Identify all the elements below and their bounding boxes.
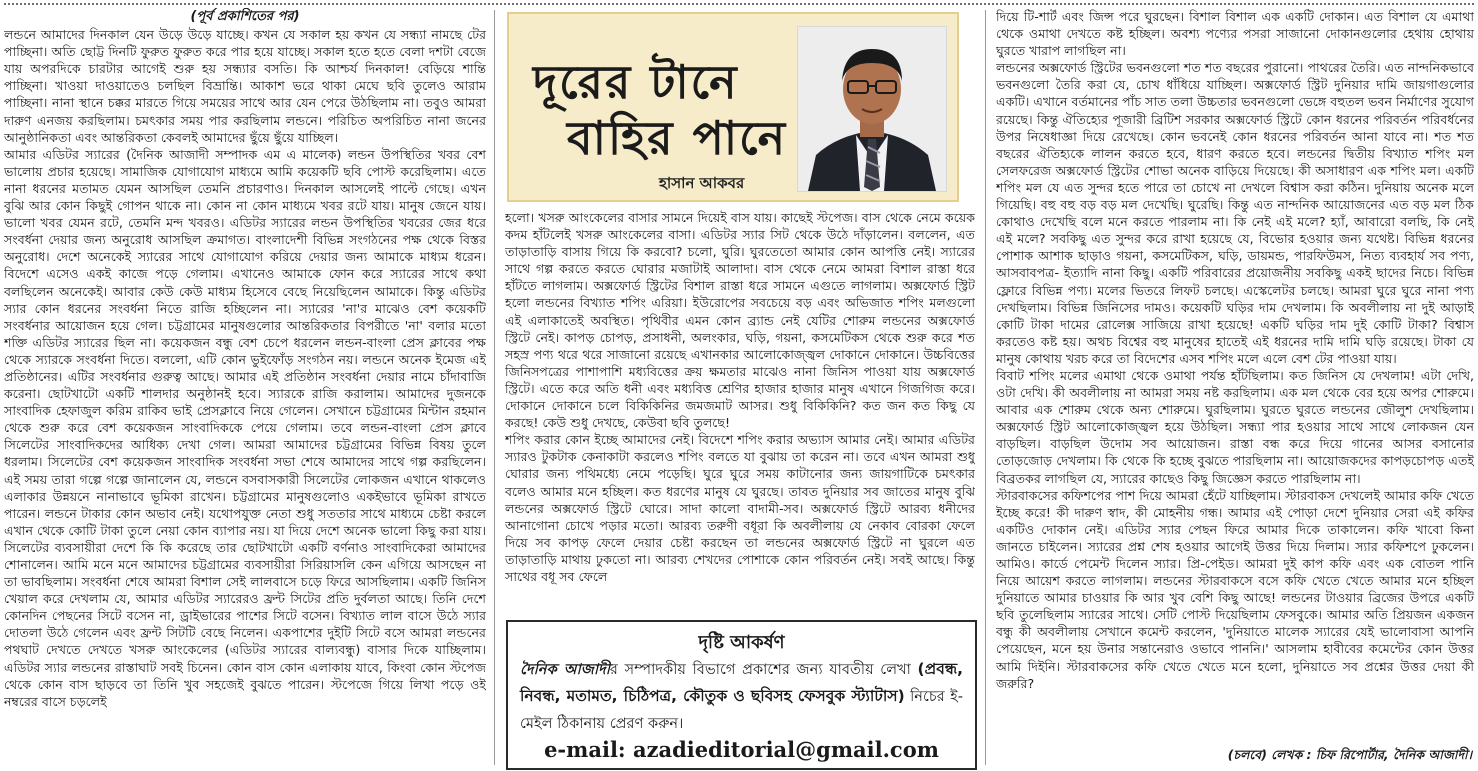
top-dotted-rule xyxy=(4,3,1474,5)
article-signoff: (চলবে) লেখক : চিফ রিপোর্টার, দৈনিক আজাদী। xyxy=(1222,747,1472,767)
notice-text: র সম্পাদকীয় বিভাগে প্রকাশের জন্য যাবতীয় লেখা xyxy=(609,661,918,678)
notice-categories: (প্রবন্ধ, নিবন্ধ, মতামত, চিঠিপত্র, কৌতুক ও ছবিসহ ফেসবুক স্ট্যাটাস) xyxy=(520,660,963,705)
paragraph: হলো। খসরু আংকেলের বাসার সামনে দিয়েই বাস যায়। কাছেই স্টপেজ। বাস থেকে নেমে কয়েক কদম হাঁটলেই খসরু আংকেলের বাসা। এডিটর স্যার সিট থেকে উঠে দাঁড়ালেন। বললেন, এত তাড়াতাড়ি বাসায় গিয়ে কি করবো? চলো, ঘুরি। ঘুরতেতো আমার কোন আপত্তি নেই। স্যারের সাথে গল্প করতে করতে ঘোরার মজাটাই আলাদা। বাস থেকে নেমে আমরা বিশাল রাস্তা ধরে হাঁটতে লাগলাম। অক্সফোর্ড স্ট্রিটের বিশাল রাস্তা ধরে সামনে এগুতে লাগলাম। অক্সফোর্ড স্ট্রিট হলো লন্ডনের বিখ্যাত শপিং এরিয়া। ইউরোপের সবচেয়ে বড় এবং অভিজাত শপিং মলগুলো এই এলাকাতেই অবস্থিত। পৃথিবীর এমন কোন ব্র্যান্ড নেই যেটির শোরুম লন্ডনের অক্সফোর্ড স্ট্রিটে নেই। কাপড় চোপড়, প্রসাধনী, অলংকার, ঘড়ি, গয়না, কসমেটিকস থেকে শুরু করে শত সহস্র পণ্য থরে থরে সাজানো রয়েছে এখানকার আলোকোজ্জ্বল দোকানে দোকানে। উচ্চবিত্তের জিনিসপত্রের পাশাপাশি মধ্যবিত্তের ক্রয় ক্ষমতার মাঝেও নানা জিনিস পাওয়া যায় অক্সফোর্ড স্ট্রিটে। এতে করে অতি ধনী এবং মধ্যবিত্ত শ্রেণির হাজার হাজার মানুষ এখানে গিজগিজ করে। দোকানে দোকানে চলে বিকিকিনির জমজমাট আসর। শুধু বিকিকিনি? কত জন কত কিছু যে করছে! কেউ শুধু দেখছে, কেউবা ছবি তুলছে! xyxy=(505,210,975,431)
notice-email: e-mail: azadieditorial@gmail.com xyxy=(544,737,939,762)
paragraph: বিবাট শপিং মলের এমাথা থেকে ওমাথা পর্যন্ত হাঁটছিলাম। কত জিনিস যে দেখলাম! এটা দেখি, ওটা দেখি। কী অবলীলায় না আমরা সময় নষ্ট করছিলাম। এক মল থেকে বের হয়ে অপর শোরুমে। আবার এক শোরুম থেকে অন্য শোরুমে। ঘুরছিলাম। ঘুরতে ঘুরতে লন্ডনের জৌলুশ দেখছিলাম। অক্সফোর্ড স্ট্রিট আলোকোজ্জ্বল হয়ে উঠছিল। সন্ধ্যা পার হওয়ার সাথে সাথে লোকজন যেন বাড়ছিল। বাড়ছিল উদোম সব আয়োজন। রাস্তা বন্ধ করে দিয়ে গানের আসর বসানোর তোড়জোড় দেখলাম। কি থেকে কি হচ্ছে বুঝতে পারছিলাম না। আয়োজকদের কাপড়চোপড় এতই বিব্রতকর লাগছিল যে, স্যারের কাছেও কিছু জিজ্ঞেস করতে পারছিলাম না। xyxy=(996,367,1474,486)
author-byline: হাসান আকবর xyxy=(659,174,745,192)
paragraph: লন্ডনে আমাদের দিনকাল যেন উড়ে উড়ে যাচ্ছে। কখন যে সকাল হয় কখন যে সন্ধ্যা নামছে টের পাচ্ছিনা। অতি ছোট্ট দিনটি ফুরুত ফুরুত করে পার হয়ে যাচ্ছে। সকাল হতে হতে বেলা দশটা বেজে যায় অপরদিকে চারটার আগেই শুরু হয় সন্ধ্যার বসতি। কি আশ্চর্য দিনকাল! বেড়িয়ে শান্তি পাচ্ছিনা। খাওয়া দাওয়াতেও চলছিল বিভ্রান্তি। আকাশ ভরে থাকা মেঘে ছবি তুলেও আরাম পাচ্ছিনা। নানা স্থানে চক্কর মারতে গিয়ে সময়ের সাথে আর যেন পেরে উঠছিলাম না। তবুও আমরা দারুণ এনজয় করছিলাম। চমৎকার সময় পার করছিলাম লন্ডনে। পরিচিত অপরিচিত নানা জনের আনুষ্ঠানিকতা এবং আন্তরিকতা কেবলই আমাদের ছুঁয়ে ছুঁয়ে যাচ্ছিল। xyxy=(4,27,486,145)
author-portrait-image xyxy=(798,27,946,191)
article-column-3 xyxy=(996,8,1474,768)
article-column-1 xyxy=(4,8,486,768)
article-title-line-1: দূরের টানে xyxy=(533,55,739,109)
notice-title: দৃষ্টি আকর্ষণ xyxy=(698,632,785,653)
publication-name: দৈনিক আজাদী xyxy=(520,661,610,678)
paragraph: দিয়ে টি-শার্ট এবং জিন্স পরে ঘুরছেন। বিশাল বিশাল এক একটি দোকান। এত বিশাল যে এমাথা থেকে ওমাথা দেখতে কষ্ট হচ্ছিল। অবশ্য পণ্যের পসরা সাজানো দোকানগুলোর হেথায় হোথায় ঘুরতে খারাপ লাগছিল না। xyxy=(996,9,1474,59)
column-divider xyxy=(985,10,986,765)
notice-text-end: নিচের ই-মেইল ঠিকানায় প্রেরণ করুন। xyxy=(520,688,963,732)
paragraph: স্টারবাকসের কফিশপের পাশ দিয়ে আমরা হেঁটে যাচ্ছিলাম। স্টারবাকস দেখলেই আমার কফি খেতে ইচ্ছে করে! কী দারুণ স্বাদ, কী মোহনীয় গন্ধ। আমার এই পোড়া দেশে দুনিয়ার সেরা এই কফির একটিও দোকান নেই। এডিটর স্যার পেছন ফিরে আমার দিকে তাকালেন। কফি খাবো কিনা জানতে চাইলেন। স্যারের প্রশ্ন শেষ হওয়ার আগেই উত্তর দিয়ে দিলাম। স্যার কফিশপে ঢুকলেন। আমিও। কার্ডে পেমেন্ট দিলেন স্যার। প্রি-পেইড। আমরা দুই কাপ কফি এবং এক বোতল পানি নিয়ে আয়েশ করতে লাগলাম। লন্ডনের স্টারবাকসে বসে কফি খেতে খেতে আমার মনে হচ্ছিল দুনিয়াতে আমার চাওয়ার কি আর খুব বেশি কিছু আছে! লন্ডনের টাওয়ার ব্রিজের উপরে একটি ছবি তুলেছিলাম স্যারের সাথে। সেটি পোস্ট দিয়েছিলাম ফেসবুকে। আমার অতি প্রিয়জন একজন বন্ধু কী অবলীলায় সেখানে কমেন্ট করলেন, 'দুনিয়াতে মালেক স্যারের যেই ভালোবাসা আপনি পেয়েছেন, মনে হয় উনার সন্তানেরাও ওভাবে পাননি।' আসলাম হাবীবের কমেন্টের কোন উত্তর আমি দিইনি। স্টারবাকসের কফি খেতে খেতে মনে হলো, দুনিয়াতে সব প্রশ্নের উত্তর দেয়া কী জরুরি? xyxy=(996,487,1474,691)
paragraph: লন্ডনের অক্সফোর্ড স্ট্রিটের ভবনগুলো শত শত বছরের পুরানো। পাথরের তৈরি। এত নান্দনিকভাবে ভবনগুলো তৈরি করা যে, চোখ ধাঁধিয়ে যাচ্ছিল। অক্সফোর্ড স্ট্রিট দুনিয়ার দামি জায়গাগুলোর একটি। এখানে বর্তমানের পাঁচ সাত তলা উচ্চতার ভবনগুলো ভেঙ্গে বহুতল ভবন নির্মাণের সুযোগ রয়েছে। কিন্তু ঐতিহ্যের পূজারী ব্রিটিশ সরকার অক্সফোর্ড স্ট্রিটে কোন ধরনের পরিবর্তন পরিবর্ধনের উপর নিষেধাজ্ঞা দিয়ে রেখেছে। কোন ভবনেই কোন ধরনের পরিবর্তন আনা যাবে না। শত শত বছরের ঐতিহ্যকে লালন করতে হবে, ধারণ করতে হবে। লন্ডনের দ্বিতীয় বিখ্যাত শপিং মল সেলফরেজ অক্সফোর্ড স্ট্রিটের শোভা অনেক বাড়িয়ে দিয়েছে। কী অসাধারণ এক শপিং মল। একটি শপিং মল যে এত সুন্দর হতে পারে তা চোখে না দেখলে বিশ্বাস করা কঠিন। দুনিয়ায় অনেক মলে গিয়েছি। বহু বহু বড় বড় মল দেখেছি। ঘুরেছি। কিন্তু এত নান্দনিক আয়োজনের এত বড় মল ঠিক কোথাও দেখেছি বলে মনে করতে পারলাম না। কি নেই এই মলে? হ্যাঁ, আবারো বলছি, কি নেই এই মলে? সবকিছু এত সুন্দর করে রাখা হয়েছে যে, বিভোর হওয়ার জন্য যথেষ্ট। বিভিন্ন ধরনের পোশাক আশাক ছাড়াও গয়না, কসমেটিকস, ঘড়ি, ডায়মন্ড, পারফিউমস, নিত্য ব্যবহার্য সব পণ্য, আসবাবপত্র- ইত্যাদি নানা কিছু। একটি পরিবারের প্রয়োজনীয় সবকিছু একই ছাদের নিচে। বিভিন্ন ফ্লোরে বিভিন্ন পণ্য। মলের ভিতরে লিফট চলছে। এস্কেলেটর চলছে। আমরা ঘুরে ঘুরে নানা পণ্য দেখছিলাম। বিভিন্ন জিনিসের দামও। কয়েকটি ঘড়ির দাম দেখলাম। কি অবলীলায় না দুই আড়াই কোটি টাকা দামের রোলেক্স সাজিয়ে রাখা হয়েছে! একটি ঘড়ির দাম দুই কোটি টাকা? বিশ্বাস করতেও কষ্ট হয়। অথচ বিশ্বের বহু মানুষের হাতেই এই ধরনের দামি দামি ঘড়ি রয়েছে। টাকা যে মানুষ কোথায় খরচ করে তা বিদেশের এসব শপিং মলে এলে বেশ টের পাওয়া যায়। xyxy=(996,60,1474,366)
article-column-2 xyxy=(505,209,975,617)
paragraph: আমার এডিটর স্যারের (দৈনিক আজাদী সম্পাদক এম এ মালেক) লন্ডন উপস্থিতির খবর বেশ ভালোয় প্রচার হয়েছে। সামাজিক যোগাযোগ মাধ্যমে আমি কয়েকটি ছবি পোস্ট করেছিলাম। এতে নানা ধরনের মতামত যেমন আসছিল তেমনি প্রচারণাও। দিনকাল আসলেই পাল্টে গেছে। এখন বুঝি আর কোন কিছুই গোপন থাকে না। কোন না কোন মাধ্যমে খবর রটে যায়। মানুষ জেনে যায়। ভালো খবর যেমন রটে, তেমনি মন্দ খবরও। এডিটর স্যারের লন্ডন উপস্থিতির খবরের জের ধরে সংবর্ধনা দেয়ার জন্য অনুরোধ আসছিল ক্রমাগত। বাংলাদেশী বিভিন্ন সংগঠনের পক্ষ থেকে বিস্তর অনুরোধ। দেশে অনেকেই স্যারের সাথে যোগাযোগ করিয়ে দেয়ার জন্য আমাকে মাধ্যম ধরেন। বিদেশে এসেও একই কাজে পড়ে গেলাম। এখানেও আমাকে ফোন করে স্যারের সাথে কথা বলছিলেন অনেকেই। আবার কেউ কেউ মাধ্যম হিসেবে বেছে নিয়েছিলেন আমাকে। কিন্তু এডিটর স্যার কোন ধরনের সংবর্ধনা নিতে রাজি হচ্ছিলেন না। স্যারের 'না'র মাঝেও বেশ কয়েকটি সংবর্ধনার আয়োজন হয়ে গেল। চট্টগ্রামের মানুষগুলোর আন্তরিকতার বিপরীতে 'না' বলার মতো শক্তি এডিটর স্যারের ছিল না। কয়েকজন বন্ধু বেশ চেপে ধরলেন লন্ডন-বাংলা প্রেস ক্লাবের পক্ষ থেকে স্যারকে সংবর্ধনা দিতে। বললো, এটি কোন ভুইফোঁড় সংগঠন নয়। লন্ডনে অনেক ইমেজ এই প্রতিষ্ঠানের। এটির সংবর্ধনার গুরুত্ব আছে। আমার এই প্রতিষ্ঠান সংবর্ধনা দেয়ার নামে চাঁদাবাজি করেনা। ছোটখাটো একটি শালদার অনুষ্ঠানই হবে। স্যারকে রাজি করালাম। আমাদের দুজনকে সাংবাদিক হেফাজুল করিম রাকিব ভাই প্রেসক্লাবে নিয়ে গেলেন। সেখানে চট্টগ্রামের মিন্টান রহমান থেকে শুরু করে বেশ কয়েকজন সাংবাদিককে পেয়ে গেলাম। তবে লন্ডন-বাংলা প্রেস ক্লাবে সিলেটের সাংবাদিকদের আধিক্য দেখা গেল। আমরা আমাদের চট্টগ্রামের বিভিন্ন বিষয় তুলে ধরলাম। সিলেটের বেশ কয়েকজন সাংবাদিক সংবর্ধনা সভা শেষে আমাদের সাথে গল্প করছিলেন। এই সময় তারা গল্পে গল্পে জানালেন যে, লন্ডনে বসবাসকারী সিলেটের লোকজন এখানে থাকলেও এলাকার উন্নয়নে নানাভাবে ভূমিকা রাখেন। চট্টগ্রামের মানুষগুলোও একইভাবে ভূমিকা রাখতে পারেন। লন্ডনে টাকার কোন অভাব নেই। যথোপযুক্ত নেতা শুধু সততার সাথে মাধ্যমে চেষ্টা করলে এখান থেকে কোটি টাকা তুলে নেয়া কোন ব্যাপার নয়। যা দিয়ে দেশে অনেক ভালো কিছু করা যায়। সিলেটের ব্যবসায়ীরা দেশে কি কি করেছে তার ছোটখাটো একটি বর্ণনাও সাংবাদিকেরা আমাদের শোনালেন। আমি মনে মনে আমাদের চট্টগ্রামের ব্যবসায়ীরা সিরিয়াসলি কেন এগিয়ে আসছেন না তা ভাবছিলাম। সংবর্ধনা শেষে আমরা বিশাল সেই লালবাসে চড়ে ফিরে আসছিলাম। একটি জিনিস খেয়াল করে দেখলাম যে, আমার এডিটর স্যারেরও ফ্রন্ট সিটের প্রতি দুর্বলতা আছে। তিনি দেশে কোনদিন পেছনের সিটে বসেন না, ড্রাইভারের পাশের সিটে বসেন। বিখ্যাত লাল বাসে উঠে স্যার দোতলা উঠে গেলেন এবং ফ্রন্ট সিটটি বেছে নিলেন। একপাশের দুইটি সিটে বসে আমরা লন্ডনের পথঘাট দেখতে দেখতে খসরু আংকেলের (এডিটর স্যারের বাল্যবন্ধু) বাসার দিকে যাচ্ছিলাম। এডিটর স্যার লন্ডনের রাস্তাঘাট সবই চিনেন। কোন বাস কোন এলাকায় যাবে, কিংবা কোন স্টপেজ থেকে কোন বাস ছাড়বে তা তিনি খুব সহজেই বুঝতে পারেন। স্টপেজে গিয়ে লিখা পড়ে ওই নম্বরের বাসে চড়লেই xyxy=(4,146,486,709)
continued-label: (পূর্ব প্রকাশিতের পর) xyxy=(190,9,300,24)
column-divider xyxy=(494,10,495,765)
article-header xyxy=(507,12,959,202)
author-photo xyxy=(797,26,947,192)
notice-box xyxy=(506,620,977,770)
article-title-line-2: বাহির পানে xyxy=(567,111,788,165)
notice-body xyxy=(520,656,963,737)
paragraph: শপিং করার কোন ইচ্ছে আমাদের নেই। বিদেশে শপিং করার অভ্যাস আমার নেই। আমার এডিটর স্যারও টুকটাক কেনাকাটা করলেও শপিং বলতে যা বুঝায় তা করেন না। তবে এখন আমরা শুধু ঘোরার জন্য পথিমধ্যে নেমে পড়েছি। ঘুরে ঘুরে সময় কাটানোর জন্য জায়গাটিকে চমৎকার বলেও আমার মনে হচ্ছিল। কত ধরণের মানুষ যে ঘুরছে। তাবত দুনিয়ার সব জাতের মানুষ বুঝি লন্ডনের অক্সফোর্ড স্ট্রিটে ঘোরে। সাদা কালো বাদামী-সব। অক্সফোর্ড স্ট্রিটে আরব্য ধনীদের আনাগোনা চোখে পড়ার মতো। আরব্য তরুণী বধূরা কি অবলীলায় যে নেকাব বোরকা ফেলে দিয়ে সব কাপড় ফেলে দেয়ার চেষ্টা করছেন তা লন্ডনের অক্সফোর্ড স্ট্রিটে না ঘুরলে এত তাড়াতাড়ি মাথায় ঢুকতো না। আরব্য শেখদের পোশাকে কোন পরিবর্তন নেই। সবই আছে। কিন্তু সাথের বধূ সব ফেলে xyxy=(505,432,975,584)
